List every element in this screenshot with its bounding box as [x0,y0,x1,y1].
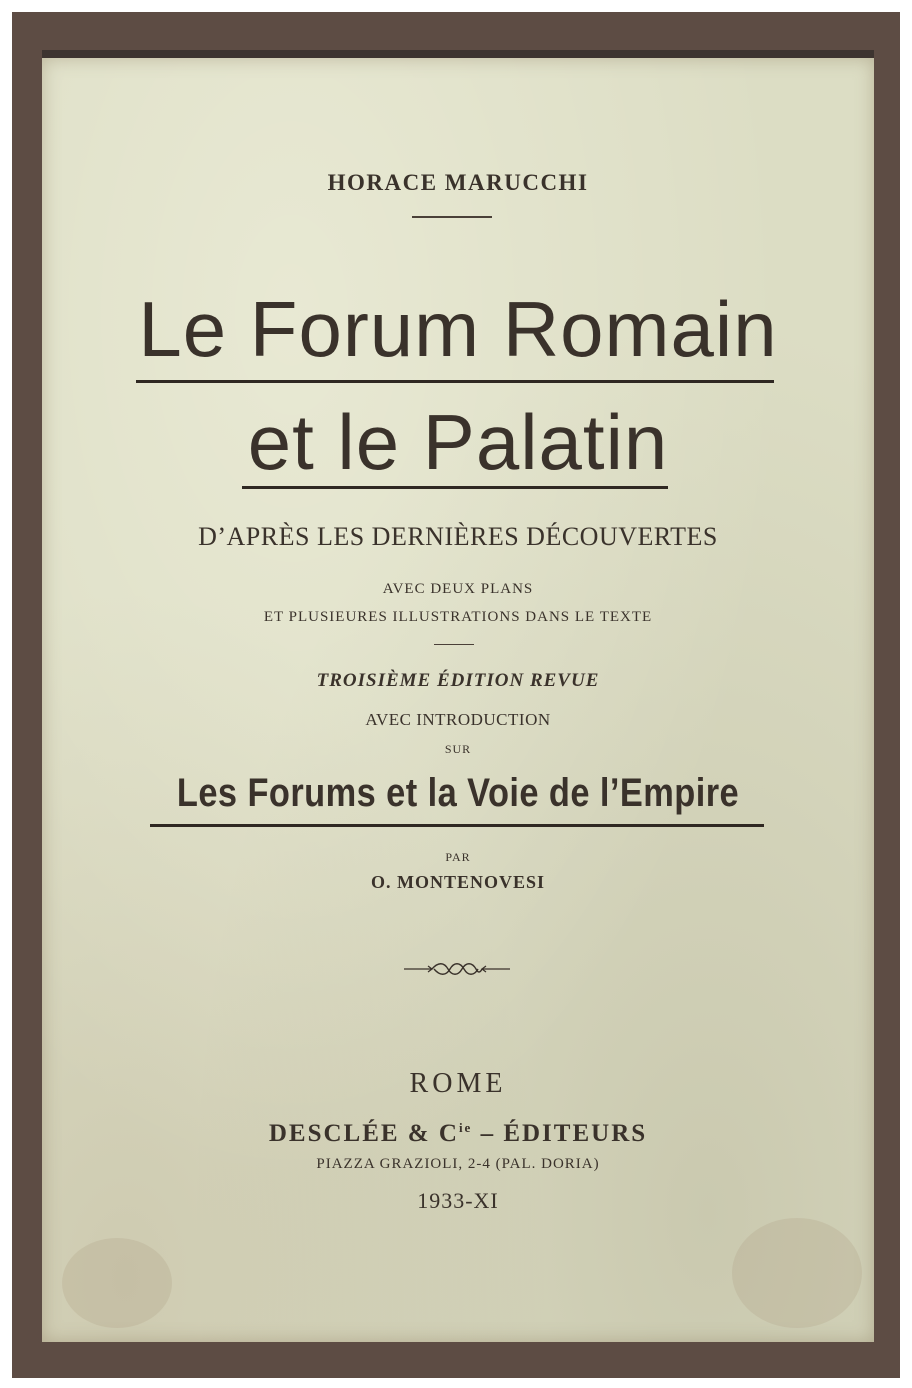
title-underline-2 [242,486,668,489]
publication-year: 1933-XI [417,1188,499,1213]
author-name: HORACE MARUCCHI [327,170,589,195]
edition-divider [434,644,474,645]
publisher-suffix: – ÉDITEURS [472,1120,648,1147]
title-line-2: et le Palatin [247,398,669,486]
city: ROME [409,1068,507,1099]
second-title-underline [150,824,764,827]
sur-label: SUR [444,742,472,756]
author-divider [412,216,492,218]
book-cover [42,58,874,1342]
paper-stain [732,1218,862,1328]
introduction-note: AVEC INTRODUCTION [365,710,551,729]
second-title: Les Forums et la Voie de l’Empire [176,771,740,815]
second-author: O. MONTENOVESI [370,872,546,892]
edition-note: TROISIÈME ÉDITION REVUE [316,670,600,691]
par-label: PAR [445,850,471,864]
paper-stain [62,1238,172,1328]
ornament-icon [404,958,510,980]
illustrations-line-1: AVEC DEUX PLANS [382,581,534,597]
subtitle: D’APRÈS LES DERNIÈRES DÉCOUVERTES [198,522,718,551]
publisher-name: DESCLÉE & C [268,1120,459,1147]
publisher-sup: ie [458,1120,473,1135]
publisher [42,1120,874,1148]
illustrations-line-2: ET PLUSIEURES ILLUSTRATIONS DANS LE TEXTE [263,609,653,625]
publisher-address: PIAZZA GRAZIOLI, 2-4 (PAL. DORIA) [316,1156,600,1172]
title-line-1: Le Forum Romain [138,285,778,373]
title-underline-1 [136,380,774,383]
